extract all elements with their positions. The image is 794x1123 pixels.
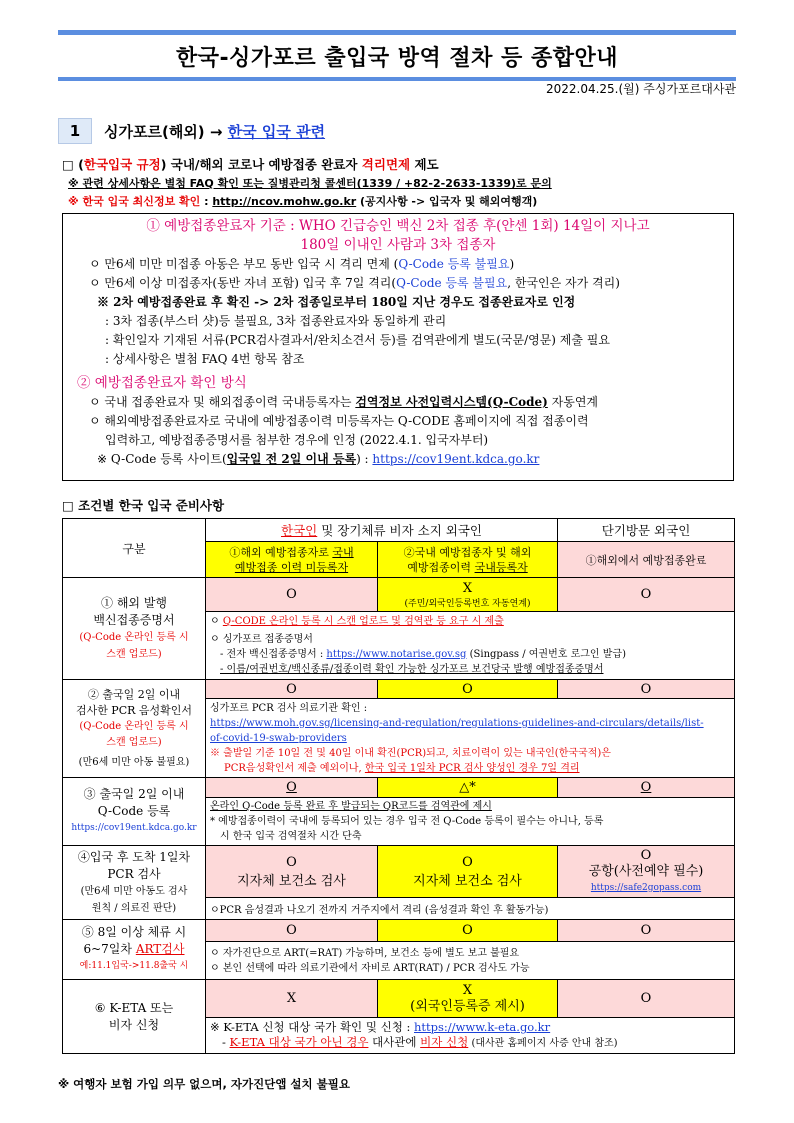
- row1-c: ): [509, 257, 515, 271]
- header-col1: [206, 542, 378, 578]
- row1-a: ㅇ 만6세 미만 미접종 아동은 부모 동반 입국 시 격리 면제 (: [89, 257, 399, 271]
- criteria-heading1: ① 예방접종완료자 기준 : WHO 긴급승인 백신 2차 접종 후(얀센 1회) 14일이 지나고: [146, 218, 650, 234]
- moh-link[interactable]: https://www.moh.gov.sg/licensing-and-regulation/regulations-guidelines-and-circulars/details/list-: [210, 717, 704, 729]
- row2-c: , 한국인은 자가 격리): [507, 276, 620, 290]
- row3-label: [63, 778, 206, 846]
- row2-label: [63, 680, 206, 778]
- r2-d5a: PCR음성확인서 제출 예외이나,: [224, 762, 365, 774]
- r1-value1: O: [206, 578, 378, 612]
- table-row: [63, 578, 735, 612]
- col1-a: ①해외 예방접종자로: [229, 545, 333, 559]
- table-row: [63, 920, 735, 942]
- col2-a: ②국내 예방접종자 및 해외: [403, 545, 532, 559]
- notice-red-text: 한국입국 규정: [83, 157, 161, 172]
- notice-paren: (: [78, 157, 84, 172]
- r5-d1: ㅇ 자가진단으로 ART(=RAT) 가능하며, 보건소 등에 별도 보고 불필요: [210, 947, 520, 959]
- notarise-link[interactable]: https://www.notarise.gov.sg: [326, 649, 467, 660]
- notice-note2-colon: :: [200, 195, 213, 208]
- criteria-row6: : 상세사항은 별첨 FAQ 4번 항목 참조: [105, 352, 305, 366]
- r4-v3b: 공항(사전예약 필수): [588, 863, 704, 879]
- r1-label2: 백신접종증명서: [93, 612, 175, 627]
- row10-c: ) :: [356, 452, 373, 466]
- row10-a: ※ Q-Code 등록 사이트(: [97, 452, 227, 466]
- r4-label4: 원칙 / 의료진 판단): [91, 902, 177, 914]
- r1-d3c: (Singpass / 여권번호 로그인 발급): [466, 649, 626, 660]
- r6-v2b: (외국인등록증 제시): [410, 998, 525, 1014]
- criteria-row9: 입력하고, 예방접종증명서를 첨부한 경우에 인정 (2022.4.1. 입국자부터): [105, 433, 489, 447]
- criteria-row5: : 확인일자 기재된 서류(PCR검사결과서/완치소견서 등)를 검역관에게 별도(국문/영문) 제출 필요: [105, 333, 610, 347]
- r4-v3a: O: [640, 847, 652, 863]
- r6-d2e: (대사관 홈페이지 사증 안내 참조): [468, 1038, 618, 1049]
- criteria-heading2: 180일 이내인 사람과 3차 접종자: [300, 237, 496, 253]
- checkbox-mark: □: [62, 157, 79, 172]
- criteria-row2: [67, 274, 729, 293]
- r3-description: [206, 798, 735, 846]
- r2-value3: O: [558, 680, 735, 699]
- criteria-row7: [67, 393, 729, 412]
- r5-d2: ㅇ 본인 선택에 따라 의료기관에서 자비로 ART(RAT) / PCR 검사도 가능: [210, 962, 530, 974]
- notice-end: 제도: [410, 157, 439, 172]
- r2-value2: O: [378, 680, 558, 699]
- r1-label3: (Q-Code 온라인 등록 시: [79, 631, 189, 643]
- r5-description: [206, 942, 735, 980]
- row7-a: ㅇ 국내 접종완료자 및 해외접종이력 국내등록자는: [89, 395, 356, 409]
- r6-d1a: ※ K-ETA 신청 대상 국가 확인 및 신청 :: [210, 1020, 414, 1034]
- r5-label2a: 6~7일차: [83, 942, 136, 956]
- r3-value1: O: [206, 778, 378, 798]
- row2-b: Q-Code 등록 불필요: [396, 276, 508, 290]
- section1-title-link[interactable]: 한국 입국 관련: [227, 122, 326, 141]
- title-block: [58, 30, 736, 81]
- row5-label: [63, 920, 206, 980]
- r4-v1b: 지자체 보건소 검사: [237, 873, 346, 889]
- r1-d1b: Q-CODE 온라인 등록 시 스캔 업로드 및 검역관 등 요구 시 제출: [222, 616, 504, 627]
- section1-number: 1: [58, 118, 92, 144]
- row7-c: 자동연계: [547, 395, 599, 409]
- r1-label4: 스캔 업로드): [106, 648, 162, 660]
- criteria-row10: [67, 450, 729, 469]
- r6-d2a: -: [222, 1035, 230, 1049]
- header-group: 구분: [63, 519, 206, 578]
- row4-label: [63, 846, 206, 920]
- header-col3: ①해외에서 예방접종완료: [558, 542, 735, 578]
- r6-d2b: K-ETA 대상 국가 아닌 경우: [229, 1035, 369, 1049]
- criteria-row3: ※ 2차 예방접종완료 후 확진 -> 2차 접종일로부터 180일 지난 경우도 접종완료자로 인정: [97, 295, 576, 309]
- r1-d1a: ㅇ: [210, 616, 223, 627]
- r2-label5: (만6세 미만 아동 불필요): [78, 756, 190, 768]
- page-title: 한국-싱가포르 출입국 방역 절차 등 종합안내: [176, 46, 618, 71]
- r6-value3: O: [558, 980, 735, 1018]
- notice-text: ) 국내/해외 코로나 예방접종 완료자: [160, 157, 362, 172]
- row1-b: Q-Code 등록 불필요: [398, 257, 510, 271]
- r2-label2: 검사한 PCR 음성확인서: [75, 703, 193, 717]
- header-korean: [206, 519, 558, 542]
- r2-d4: ※ 출발일 기준 10일 전 및 40일 이내 확진(PCR)되고, 치료이력이 있는 내국인(한국국적)은: [210, 747, 611, 759]
- section1-heading: [58, 118, 325, 144]
- requirements-table: [62, 518, 735, 1054]
- r1-description: [206, 612, 735, 680]
- r2-description: [206, 699, 735, 778]
- r2-value1: O: [206, 680, 378, 699]
- col1-c: 예방접종 이력 미등록자: [234, 560, 349, 574]
- r1-v2-note: (주민/외국인등록번호 자동연계): [404, 598, 531, 609]
- r3-label1: ③ 출국일 2일 이내: [83, 787, 185, 801]
- r4-v2b: 지자체 보건소 검사: [413, 873, 522, 889]
- r4-v2a: O: [462, 854, 473, 870]
- header-korean-red: 한국인: [281, 523, 318, 538]
- r2-d5b: 한국 입국 1일차 PCR 검사 양성인 경우 7일 격리: [364, 762, 580, 774]
- r6-value2: [378, 980, 558, 1018]
- row6-label: [63, 980, 206, 1054]
- r6-d2d: 비자 신청: [420, 1035, 469, 1049]
- r1-value3: O: [558, 578, 735, 612]
- row7-b: 검역정보 사전입력시스템(Q-Code): [355, 395, 548, 409]
- table-header-row1: [63, 519, 735, 542]
- r4-value2: [378, 846, 558, 898]
- r4-label1: ④입국 후 도착 1일차: [77, 849, 191, 864]
- r2-d1: 싱가포르 PCR 검사 의료기관 확인 :: [210, 702, 368, 714]
- r1-d4: - 이름/여권번호/백신종류/접종이력 확인 가능한 싱가포르 보건당국 발행 예방접종증명서: [220, 664, 604, 675]
- r5-label2b: ART검사: [135, 942, 185, 956]
- notice-block: [62, 155, 742, 209]
- r5-value2: O: [378, 920, 558, 942]
- notice-red-text2: 격리면제: [361, 157, 411, 172]
- r4-label2: PCR 검사: [107, 866, 161, 881]
- r2-label3: (Q-Code 온라인 등록 시: [79, 720, 189, 732]
- r5-value3: O: [558, 920, 735, 942]
- section2-title: □ 조건별 한국 입국 준비사항: [62, 498, 225, 513]
- section1-title-text: 싱가포르(해외) →: [104, 122, 228, 141]
- row2-a: ㅇ 만6세 이상 미접종자(동반 자녀 포함) 입국 후 7일 격리(: [89, 276, 397, 290]
- header-col2: [378, 542, 558, 578]
- col2-c: 국내등록자: [474, 560, 528, 574]
- criteria-heading3: ② 예방접종완료자 확인 방식: [77, 375, 247, 391]
- r6-description: [206, 1018, 735, 1054]
- r3-d3: 시 한국 입국 검역절차 시간 단축: [220, 831, 362, 842]
- r6-value1: X: [206, 980, 378, 1018]
- r4-v1a: O: [286, 854, 297, 870]
- r1-value2: [378, 578, 558, 612]
- header-short-visit: 단기방문 외국인: [558, 519, 735, 542]
- r6-d2c: 대사관에: [368, 1035, 421, 1049]
- keta-link[interactable]: https://www.k-eta.go.kr: [414, 1020, 551, 1034]
- r3-label2: Q-Code 등록: [97, 804, 171, 818]
- qcode-link[interactable]: https://cov19ent.kdca.go.kr: [372, 452, 540, 466]
- footer-note: ※ 여행자 보험 가입 의무 없으며, 자가진단앱 설치 불필요: [58, 1077, 350, 1091]
- safe2go-link[interactable]: https://safe2gopass.com: [590, 882, 702, 893]
- ncov-link[interactable]: http://ncov.mohw.go.kr: [212, 195, 357, 208]
- notice-note1-text: ※ 관련 상세사항은 별첨 FAQ 확인 또는 질병관리청 콜센터(1339 / +82-2-2633-1339)로 문의: [68, 177, 552, 190]
- r2-label1: ② 출국일 2일 이내: [87, 687, 181, 701]
- r3-d2: * 예방접종이력이 국내에 등록되어 있는 경우 입국 전 Q-Code 등록이 필수는 아니나, 등록: [210, 816, 604, 827]
- r4-value1: [206, 846, 378, 898]
- notice-note1: [62, 175, 742, 191]
- header-korean-rest: 및 장기체류 비자 소지 외국인: [317, 523, 483, 538]
- r1-d2: ㅇ 싱가포르 접종증명서: [210, 634, 313, 645]
- moh-link-cont[interactable]: of-covid-19-swab-providers: [210, 732, 347, 744]
- r6-v2a: X: [462, 982, 473, 998]
- r4-value3: [558, 846, 735, 898]
- r3-value2: △*: [378, 778, 558, 798]
- col1-b: 국내: [332, 545, 354, 559]
- notice-note2-red: ※ 한국 입국 최신정보 확인: [68, 195, 201, 208]
- r4-label3: (만6세 미만 아동도 검사: [80, 885, 188, 897]
- table-row: [63, 778, 735, 798]
- notice-heading: [62, 155, 742, 173]
- notice-note2-end: (공지사항 -> 입국자 및 해외여행객): [356, 195, 538, 208]
- criteria-row1: [67, 255, 729, 274]
- r1-label1: ① 해외 발행: [101, 595, 167, 610]
- r4-description: ㅇPCR 음성결과 나오기 전까지 거주지에서 격리 (음성결과 확인 후 활동가능): [206, 898, 735, 920]
- row10-b: 입국일 전 2일 이내 등록: [226, 452, 357, 466]
- table-row: [63, 680, 735, 699]
- r5-value1: O: [206, 920, 378, 942]
- criteria-row8: ㅇ 해외예방접종완료자로 국내에 예방접종이력 미등록자는 Q-CODE 홈페이지에 직접 접종이력: [89, 414, 589, 428]
- r3-d1: 온라인 Q-Code 등록 완료 후 발급되는 QR코드를 검역관에 제시: [210, 801, 492, 812]
- r6-label1: ⑥ K-ETA 또는: [94, 1000, 174, 1015]
- r6-label2: 비자 신청: [108, 1017, 160, 1032]
- table-row: [63, 980, 735, 1018]
- col2-b: 예방접종이력: [407, 560, 475, 574]
- criteria-row4: : 3차 접종(부스터 샷)등 불필요, 3차 접종완료자와 동일하게 관리: [105, 314, 447, 328]
- r1-v2: X: [462, 580, 473, 596]
- r1-d3a: - 전자 백신접종증명서 :: [220, 649, 327, 660]
- section1-title: [104, 121, 325, 142]
- row1-label: [63, 578, 206, 680]
- table-row: [63, 846, 735, 898]
- date-line: 2022.04.25.(월) 주싱가포르대사관: [545, 82, 736, 96]
- r5-label1: ⑤ 8일 이상 체류 시: [81, 925, 187, 939]
- r5-label3: 예:11.1입국->11.8출국 시: [79, 961, 189, 971]
- r3-qcode-link[interactable]: https://cov19ent.kdca.go.kr: [71, 823, 197, 833]
- notice-note2: [62, 193, 742, 209]
- vaccination-criteria-box: [62, 213, 734, 481]
- r2-label4: 스캔 업로드): [106, 736, 162, 748]
- r3-value3: O: [558, 778, 735, 798]
